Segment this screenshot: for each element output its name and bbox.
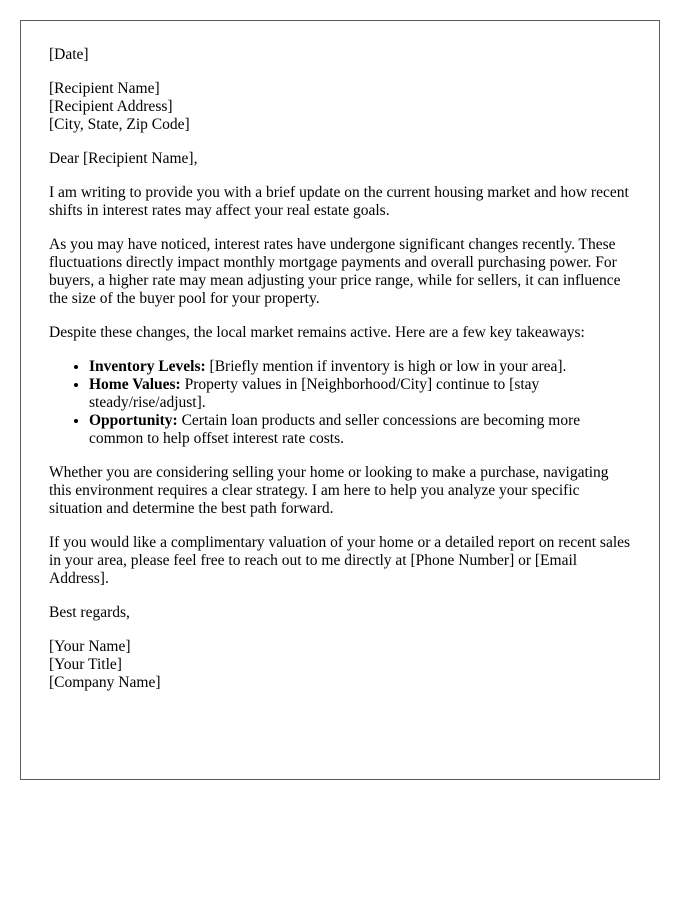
takeaway-label: Opportunity: bbox=[89, 412, 178, 429]
salutation: Dear [Recipient Name], bbox=[49, 150, 198, 167]
closing: Best regards, bbox=[49, 604, 130, 621]
recipient-city: [City, State, Zip Code] bbox=[49, 116, 190, 133]
takeaways-list bbox=[49, 358, 631, 448]
paragraph-market-active: Despite these changes, the local market remains active. Here are a few key takeaways: bbox=[49, 324, 585, 341]
takeaway-label: Inventory Levels: bbox=[89, 358, 206, 375]
recipient-name: [Recipient Name] bbox=[49, 80, 160, 97]
list-item bbox=[89, 376, 631, 412]
takeaway-text: [Briefly mention if inventory is high or low in your area]. bbox=[205, 358, 567, 375]
signature-company: [Company Name] bbox=[49, 674, 161, 691]
takeaway-label: Home Values: bbox=[89, 376, 181, 393]
letter-date: [Date] bbox=[49, 46, 89, 63]
signature-block bbox=[49, 638, 631, 692]
signature-name: [Your Name] bbox=[49, 638, 131, 655]
paragraph-interest-rates: As you may have noticed, interest rates have undergone significant changes recently. These fluctuations directly impact monthly mortgage payments and overall purchasing power. For buyers, a higher rate may mean adjusting your price range, while for sellers, it can influence the size of the buyer pool for your property. bbox=[49, 236, 621, 307]
signature-title: [Your Title] bbox=[49, 656, 122, 673]
letter-page bbox=[20, 20, 660, 780]
recipient-address: [Recipient Address] bbox=[49, 98, 173, 115]
recipient-block bbox=[49, 80, 631, 134]
paragraph-contact: If you would like a complimentary valuation of your home or a detailed report on recent sales in your area, please feel free to reach out to me directly at [Phone Number] or [Email Address]. bbox=[49, 534, 631, 587]
list-item bbox=[89, 358, 631, 376]
list-item bbox=[89, 412, 631, 448]
paragraph-intro: I am writing to provide you with a brief update on the current housing market and how recent shifts in interest rates may affect your real estate goals. bbox=[49, 184, 629, 219]
takeaway-text: Property values in [Neighborhood/City] continue to [stay steady/rise/adjust]. bbox=[89, 376, 540, 411]
paragraph-strategy: Whether you are considering selling your home or looking to make a purchase, navigating this environment requires a clear strategy. I am here to help you analyze your specific situation and determine the best path forward. bbox=[49, 464, 609, 517]
takeaway-text: Certain loan products and seller concessions are becoming more common to help offset interest rate costs. bbox=[89, 412, 581, 447]
